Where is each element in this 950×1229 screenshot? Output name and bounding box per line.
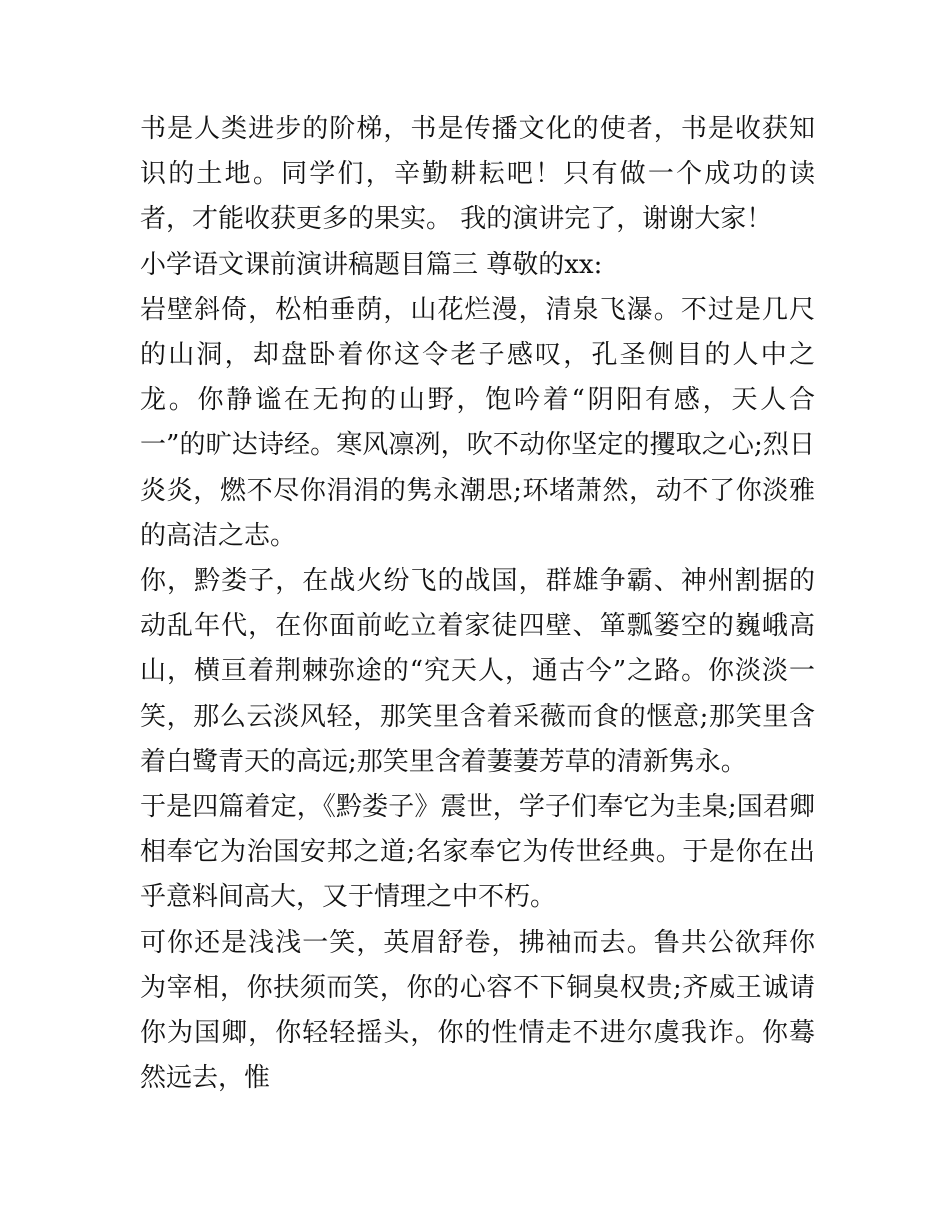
- paragraph-cliff: 岩壁斜倚，松柏垂荫，山花烂漫，清泉飞瀑。不过是几尺的山洞，却盘卧着你这令老子感叹，孔圣侧目的人中之龙。你静谧在无拘的山野，饱吟着“阴阳有感，天人合一”的旷达诗经。寒风凛冽，吹不动你坚定的攫取之心;烈日炎炎，燃不尽你涓涓的隽永潮思;环堵萧然，动不了你淡雅的高洁之志。: [140, 294, 815, 551]
- document-page: [140, 107, 815, 1101]
- paragraph-qianlouzi: 你，黔娄子，在战火纷飞的战国，群雄争霸、神州割据的动乱年代，在你面前屹立着家徒四壁、箪瓢篓空的巍峨高山，横亘着荆棘弥途的“究天人，通古今”之路。你淡淡一笑，那么云淡风轻，那笑里含着采薇而食的惬意;那笑里含着白鹭青天的高远;那笑里含着萋萋芳草的清新隽永。: [140, 566, 815, 777]
- paragraph-closing: 书是人类进步的阶梯，书是传播文化的使者，书是收获知识的土地。同学们，辛勤耕耘吧！只有做一个成功的读者，才能收获更多的果实。 我的演讲完了，谢谢大家！: [140, 114, 815, 235]
- paragraph-four-chapters: 于是四篇着定，《黔娄子》震世，学子们奉它为圭臬;国君卿相奉它为治国安邦之道;名家奉它为传世经典。于是你在出乎意料间高大，又于情理之中不朽。: [140, 792, 815, 913]
- paragraph-heading: 小学语文课前演讲稿题目篇三 尊敬的xx:: [140, 249, 603, 280]
- paragraph-smile: 可你还是浅浅一笑，英眉舒卷，拂袖而去。鲁共公欲拜你为宰相，你扶须而笑，你的心容不下铜臭权贵;齐威王诚请你为国卿，你轻轻摇头，你的性情走不进尔虞我诈。你蓦然远去，惟: [140, 927, 815, 1094]
